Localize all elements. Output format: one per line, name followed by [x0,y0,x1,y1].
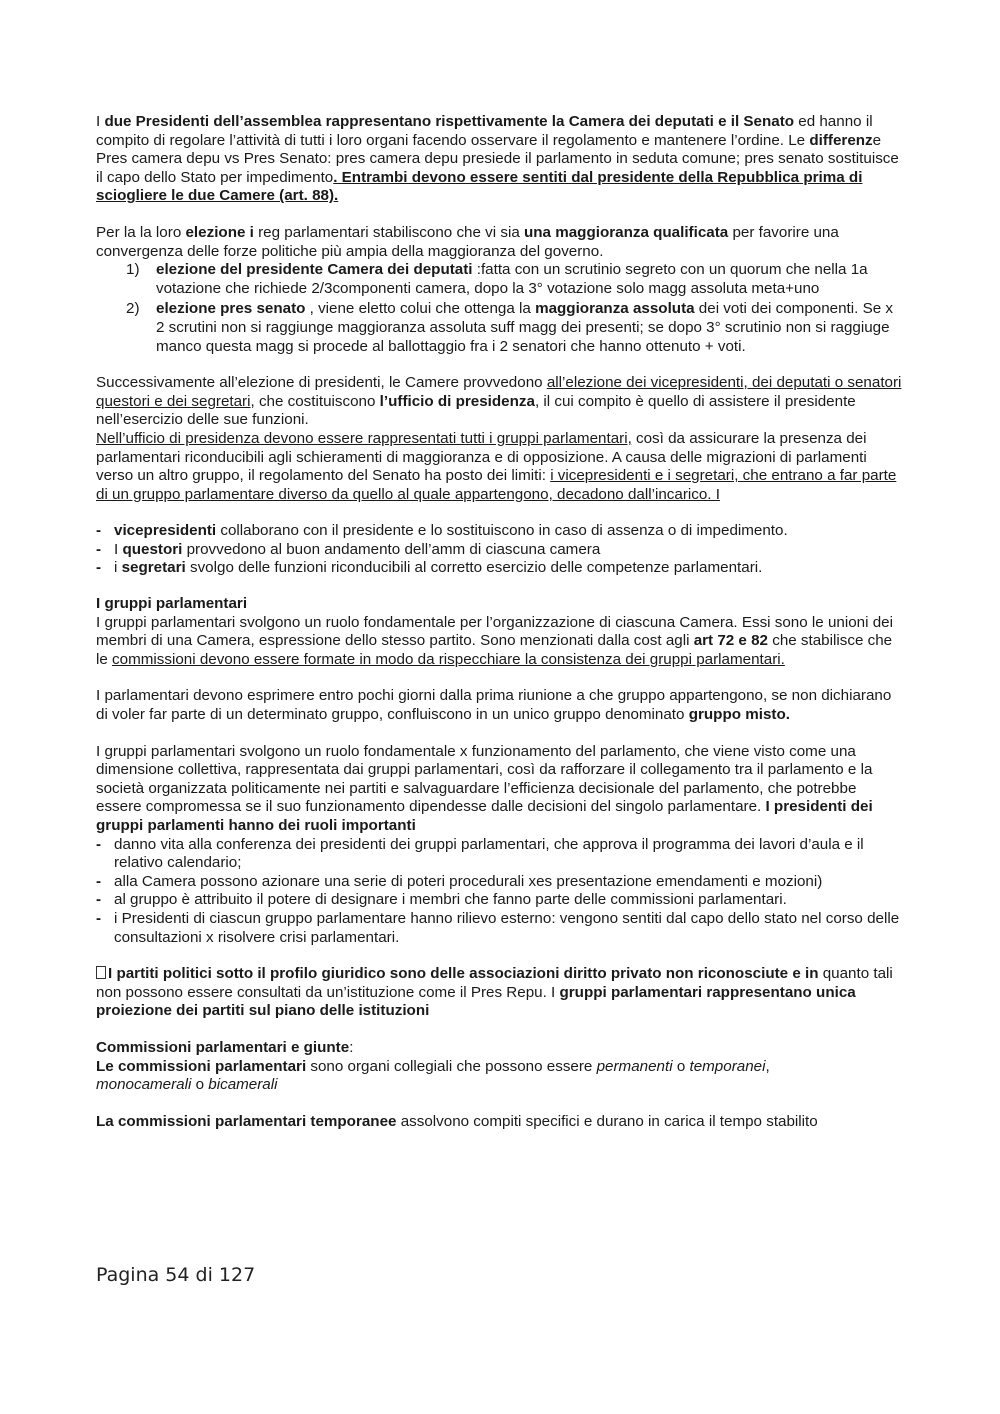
underlined-text: i vicepresidenti e i segretari, che entrano a far parte di un gruppo parlamentare diverso da quello al quale appartengono, decadono dall’incarico. I [96,467,897,503]
text: I [96,113,105,130]
list-number: 2) [126,300,140,318]
bold-text: gruppi parlamentari rappresentano unica proiezione dei partiti sul piano delle istituzioni [96,983,856,1020]
text: assolvono compiti specifici e durano in carica il tempo stabilito [396,1112,818,1130]
list-item: - i segretari svolgo delle funzioni riconducibili al corretto esercizio delle competenze parlamentari. [96,559,763,577]
paragraph-ufficio-presidenza [96,374,902,504]
paragraph-commissioni [96,1058,902,1095]
section-heading-commissioni [96,1039,902,1058]
text: I gruppi parlamentari svolgono un ruolo fondamentale per l’organizzazione di ciascuna Camera. Essi sono le unioni dei membri di una Camera, espressione dello stesso partito. Sono menzionati dalla cost agli [96,613,893,650]
list-item [96,261,902,298]
list-item: - vicepresidenti collaborano con il presidente e lo sostituiscono in caso di assenza o di impedimento. [96,522,788,540]
list-number: 1) [126,261,140,279]
text: i [114,559,122,577]
text: o [191,1076,209,1094]
bold-text: segretari [121,559,186,577]
paragraph-commissioni-temporanee [96,1113,902,1132]
text: e Pres camera depu vs Pres Senato: pres camera depu presiede il parlamento in seduta comune; pres senato sostituisce il capo dello Stato per impedimento [96,131,899,186]
underlined-bold-text: . Entrambi devono essere sentiti dal presidente della Repubblica prima di sciogliere le due Camere (art. 88). [96,168,863,205]
list-item: - al gruppo è attribuito il potere di designare i membri che fanno parte delle commissioni parlamentari. [96,891,787,909]
paragraph-gruppi [96,614,902,670]
bold-text: I presidenti dei gruppi parlamenti hanno dei ruoli importanti [96,798,873,834]
bold-text: differenz [809,131,873,149]
section-heading-gruppi [96,595,902,614]
document-body [96,113,902,1131]
text: :fatta con un scrutinio segreto con un quorum che nella 1a votazione che richiede 2/3componenti camera, dopo la 3° votazione solo magg assoluta meta+uno [156,261,868,297]
italic-text: temporanei [689,1057,766,1075]
heading-text: Commissioni parlamentari e giunte [96,1038,350,1056]
text: i Presidenti di ciascun gruppo parlamentare hanno rilievo esterno: vengono sentiti dal capo dello stato nel corso delle consultazioni x risolvere crisi parlamentari. [114,909,900,946]
text: I parlamentari devono esprimere entro pochi giorni dalla prima riunione a che gruppo appartengono, se non dichiarano di voler far parte di un determinato gruppo, confluiscono in un unico gruppo denominato [96,687,892,724]
text: : [349,1038,354,1056]
text: che stabilisce che le [96,632,893,668]
bold-text: maggioranza assoluta [535,300,695,318]
bold-text: vicepresidenti [114,522,217,540]
text: , [765,1057,770,1075]
paragraph-ruolo-gruppi [96,743,902,836]
text: I [114,540,123,558]
page-number: Pagina 54 di 127 [96,1264,256,1286]
italic-text: bicamerali [208,1076,278,1094]
italic-text: monocamerali [96,1076,192,1094]
list-item: - alla Camera possono azionare una serie di poteri procedurali xes presentazione emendamenti e mozioni) [96,872,823,890]
bold-text: l’ufficio di presidenza [379,392,535,410]
paragraph-presidenti [96,113,902,206]
text: , il cui compito è quello di assistere il presidente nell’esercizio delle sue funzioni. [96,392,856,429]
bold-text: elezione pres senato [156,300,306,318]
paragraph-partiti [96,965,902,1021]
text: Per la la loro [96,223,186,241]
text: così da assicurare la presenza dei parlamentari riconducibili agli schieramenti di maggioranza e di opposizione. A causa delle migrazioni di parlamenti verso un altro gruppo, il regolamento del Senato ha posto dei limiti: [96,429,867,485]
text: collaborano con il presidente e lo sostituiscono in caso di assenza o di impedimento. [216,522,788,540]
text: sono organi collegiali che possono essere [306,1057,597,1075]
text: reg parlamentari stabiliscono che vi sia [253,223,524,241]
bold-text: una maggioranza qualificata [524,223,729,241]
bold-text: Le commissioni parlamentari [96,1057,307,1075]
text: danno vita alla conferenza dei presidenti dei gruppi parlamentari, che approva il programma dei lavori d’aula e il relativo calendario; [114,835,864,872]
text: per favorire una convergenza delle forze politiche più ampia della maggioranza del governo. [96,223,839,260]
underlined-text: Nell’ufficio di presidenza devono essere rappresentati tutti i gruppi parlamentari, [96,429,632,447]
text: svolgo delle funzioni riconducibili al corretto esercizio delle competenze parlamentari. [185,559,763,577]
list-item: - i Presidenti di ciascun gruppo parlamentare hanno rilievo esterno: vengono sentiti dal capo dello stato nel corso delle consultazioni x risolvere crisi parlamentari. [96,909,900,946]
text: I gruppi parlamentari svolgono un ruolo fondamentale x funzionamento del parlamento, che viene visto come una dimensione collettiva, rappresentata dai gruppi parlamentari, così da rafforzare il collegamento tra il parlamento e la società organizzata politicamente nei partiti e salvaguardare l’efficienza decisionale del parlamento, che potrebbe essere compromessa se il suo funzionamento dipendesse dalle decisioni del singolo parlamentare. [96,742,873,816]
text: o [672,1057,690,1075]
checkbox-glyph-icon [96,966,106,979]
text: , viene eletto colui che ottenga la [305,300,536,318]
paragraph-elezione [96,224,902,261]
bold-text: I partiti politici sotto il profilo giuridico sono delle associazioni diritto privato non riconosciute e in [108,965,819,983]
bold-text: elezione i [185,223,254,241]
italic-text: permanenti [596,1057,673,1075]
list-item [96,300,902,356]
text: Successivamente all’elezione di presidenti, le Camere provvedono [96,374,547,392]
bold-text: La commissioni parlamentari temporanee [96,1112,397,1130]
text: al gruppo è attribuito il potere di designare i membri che fanno parte delle commissioni parlamentari. [114,891,787,909]
text: alla Camera possono azionare una serie di poteri procedurali xes presentazione emendamenti e mozioni) [114,872,823,890]
bold-text: gruppo misto. [688,706,790,724]
underlined-text: all’elezione dei vicepresidenti, dei deputati o senatori questori e dei segretari [96,374,902,410]
text: provvedono al buon andamento dell’amm di ciascuna camera [182,540,601,558]
text: dei voti dei componenti. Se x 2 scrutini non si raggiunge maggioranza assoluta suff magg dei presenti; se dopo 3° scrutinio non si raggiuge manco questa magg si procede al ballottaggio fra i 2 senatori che hanno ottenuto + voti. [156,300,893,355]
text: ed hanno il compito di regolare l’attività di tutti i loro organi facendo osservare il regolamento e mantenere l’ordine. Le [96,113,873,149]
bold-text: art 72 e 82 [693,632,768,650]
bold-text: questori [122,540,183,558]
list-item: - I questori provvedono al buon andamento dell’amm di ciascuna camera [96,540,601,558]
text: , che costituiscono [250,392,380,410]
paragraph-gruppo-misto [96,687,902,724]
bold-text: due Presidenti dell’assemblea rappresentano rispettivamente la Camera dei deputati e il Senato [104,113,795,130]
text: quanto tali non possono essere consultati da un’istituzione come il Pres Repu. I [96,965,893,1001]
underlined-text: commissioni devono essere formate in modo da rispecchiare la consistenza dei gruppi parlamentari. [112,650,785,668]
list-item: - danno vita alla conferenza dei presidenti dei gruppi parlamentari, che approva il programma dei lavori d’aula e il relativo calendario; [96,835,864,872]
heading-text: I gruppi parlamentari [96,595,248,613]
bold-text: elezione del presidente Camera dei deputati [156,261,473,279]
